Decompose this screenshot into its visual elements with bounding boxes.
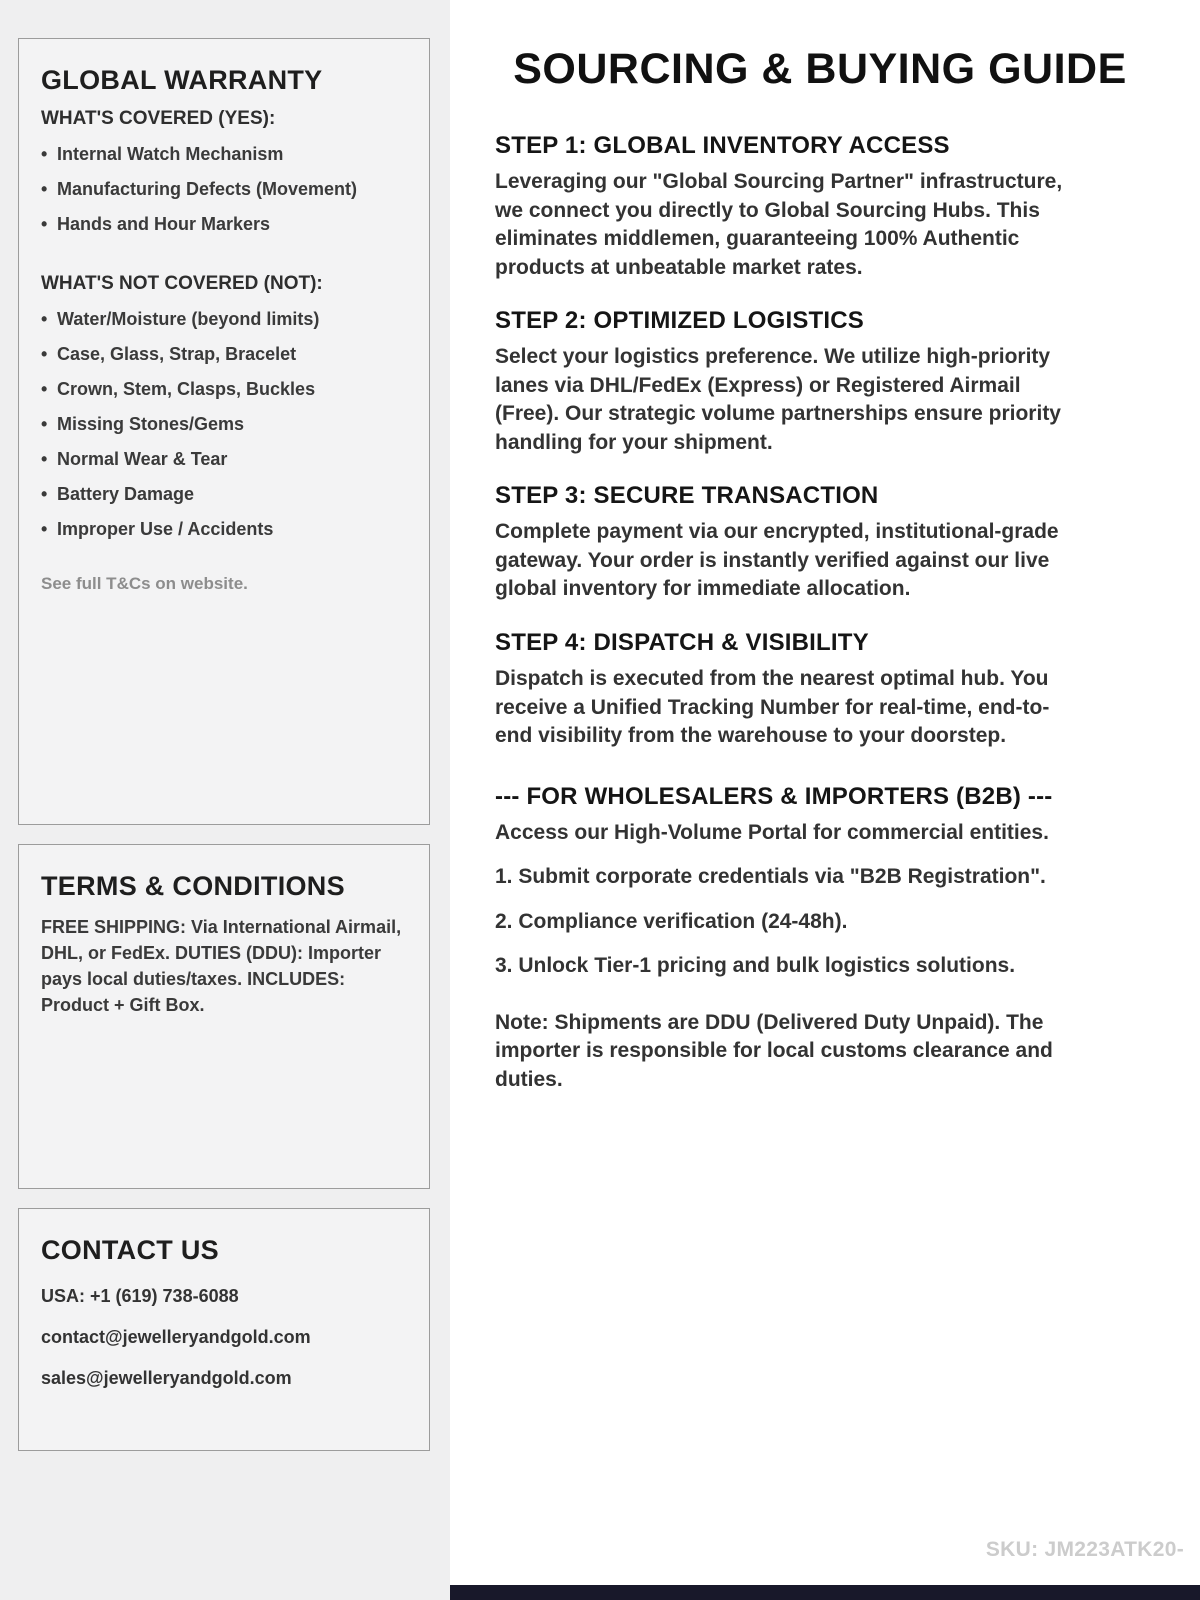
list-item: • Case, Glass, Strap, Bracelet	[41, 344, 407, 365]
b2b-heading: --- FOR WHOLESALERS & IMPORTERS (B2B) ---	[495, 782, 1053, 810]
contact-title: CONTACT US	[41, 1235, 219, 1265]
list-item: • Crown, Stem, Clasps, Buckles	[41, 379, 407, 400]
not-covered-list	[41, 309, 407, 540]
list-item: • Manufacturing Defects (Movement)	[41, 179, 407, 200]
b2b-item-1: 1. Submit corporate credentials via "B2B Registration".	[495, 865, 1046, 889]
main-content	[450, 0, 1200, 1600]
sku-label: SKU: JM223ATK20-	[985, 1538, 1184, 1561]
bottom-bar	[450, 1585, 1200, 1600]
contact-us-box	[18, 1208, 430, 1451]
contact-email-sales: sales@jewelleryandgold.com	[41, 1368, 292, 1388]
step-4-section	[495, 629, 1070, 751]
list-item: • Water/Moisture (beyond limits)	[41, 309, 407, 330]
b2b-note: Note: Shipments are DDU (Delivered Duty Unpaid). The importer is responsible for local customs clearance and duties.	[495, 1010, 1053, 1091]
list-item: • Hands and Hour Markers	[41, 214, 407, 235]
step-3-heading: STEP 3: SECURE TRANSACTION	[495, 482, 879, 510]
list-item: • Normal Wear & Tear	[41, 449, 407, 470]
list-item: • Internal Watch Mechanism	[41, 144, 407, 165]
step-2-heading: STEP 2: OPTIMIZED LOGISTICS	[495, 307, 864, 335]
global-warranty-box	[18, 38, 430, 825]
step-2-section	[495, 307, 1070, 457]
step-1-heading: STEP 1: GLOBAL INVENTORY ACCESS	[495, 132, 950, 159]
terms-conditions-box	[18, 844, 430, 1189]
b2b-intro: Access our High-Volume Portal for commercial entities.	[495, 820, 1049, 844]
b2b-section	[495, 783, 1085, 1095]
covered-list	[41, 144, 407, 235]
warranty-title: GLOBAL WARRANTY	[41, 65, 323, 95]
warranty-footnote: See full T&Cs on website.	[41, 574, 248, 593]
step-4-heading: STEP 4: DISPATCH & VISIBILITY	[495, 629, 869, 657]
terms-body: FREE SHIPPING: Via International Airmail, DHL, or FedEx. DUTIES (DDU): Importer pays local duties/taxes. INCLUDES: Product + Gift Box.	[41, 917, 402, 1016]
step-3-section	[495, 482, 1070, 604]
list-item: • Improper Use / Accidents	[41, 519, 407, 540]
contact-email-primary: contact@jewelleryandgold.com	[41, 1327, 311, 1347]
step-1-body: Leveraging our "Global Sourcing Partner" infrastructure, we connect you directly to Global Sourcing Hubs. This eliminates middlemen, guaranteeing 100% Authentic products at unbeatable market rates.	[495, 170, 1063, 279]
terms-title: TERMS & CONDITIONS	[41, 871, 345, 901]
b2b-item-2: 2. Compliance verification (24-48h).	[495, 909, 848, 933]
not-covered-heading: WHAT'S NOT COVERED (NOT):	[41, 273, 323, 294]
covered-heading: WHAT'S COVERED (YES):	[41, 108, 276, 129]
list-item: • Battery Damage	[41, 484, 407, 505]
step-4-body: Dispatch is executed from the nearest optimal hub. You receive a Unified Tracking Number for real-time, end-to-end visibility from the warehouse to your doorstep.	[495, 667, 1050, 748]
page-title: SOURCING & BUYING GUIDE	[513, 45, 1127, 93]
sidebar	[0, 0, 450, 1600]
b2b-item-3: 3. Unlock Tier-1 pricing and bulk logistics solutions.	[495, 954, 1016, 978]
step-1-section	[495, 132, 1070, 282]
step-2-body: Select your logistics preference. We utilize high-priority lanes via DHL/FedEx (Express) or Registered Airmail (Free). Our strategic volume partnerships ensure priority handling for your shipment.	[495, 345, 1061, 454]
list-item: • Missing Stones/Gems	[41, 414, 407, 435]
step-3-body: Complete payment via our encrypted, institutional-grade gateway. Your order is instantly verified against our live global inventory for immediate allocation.	[495, 520, 1059, 601]
contact-phone: USA: +1 (619) 738-6088	[41, 1286, 239, 1306]
